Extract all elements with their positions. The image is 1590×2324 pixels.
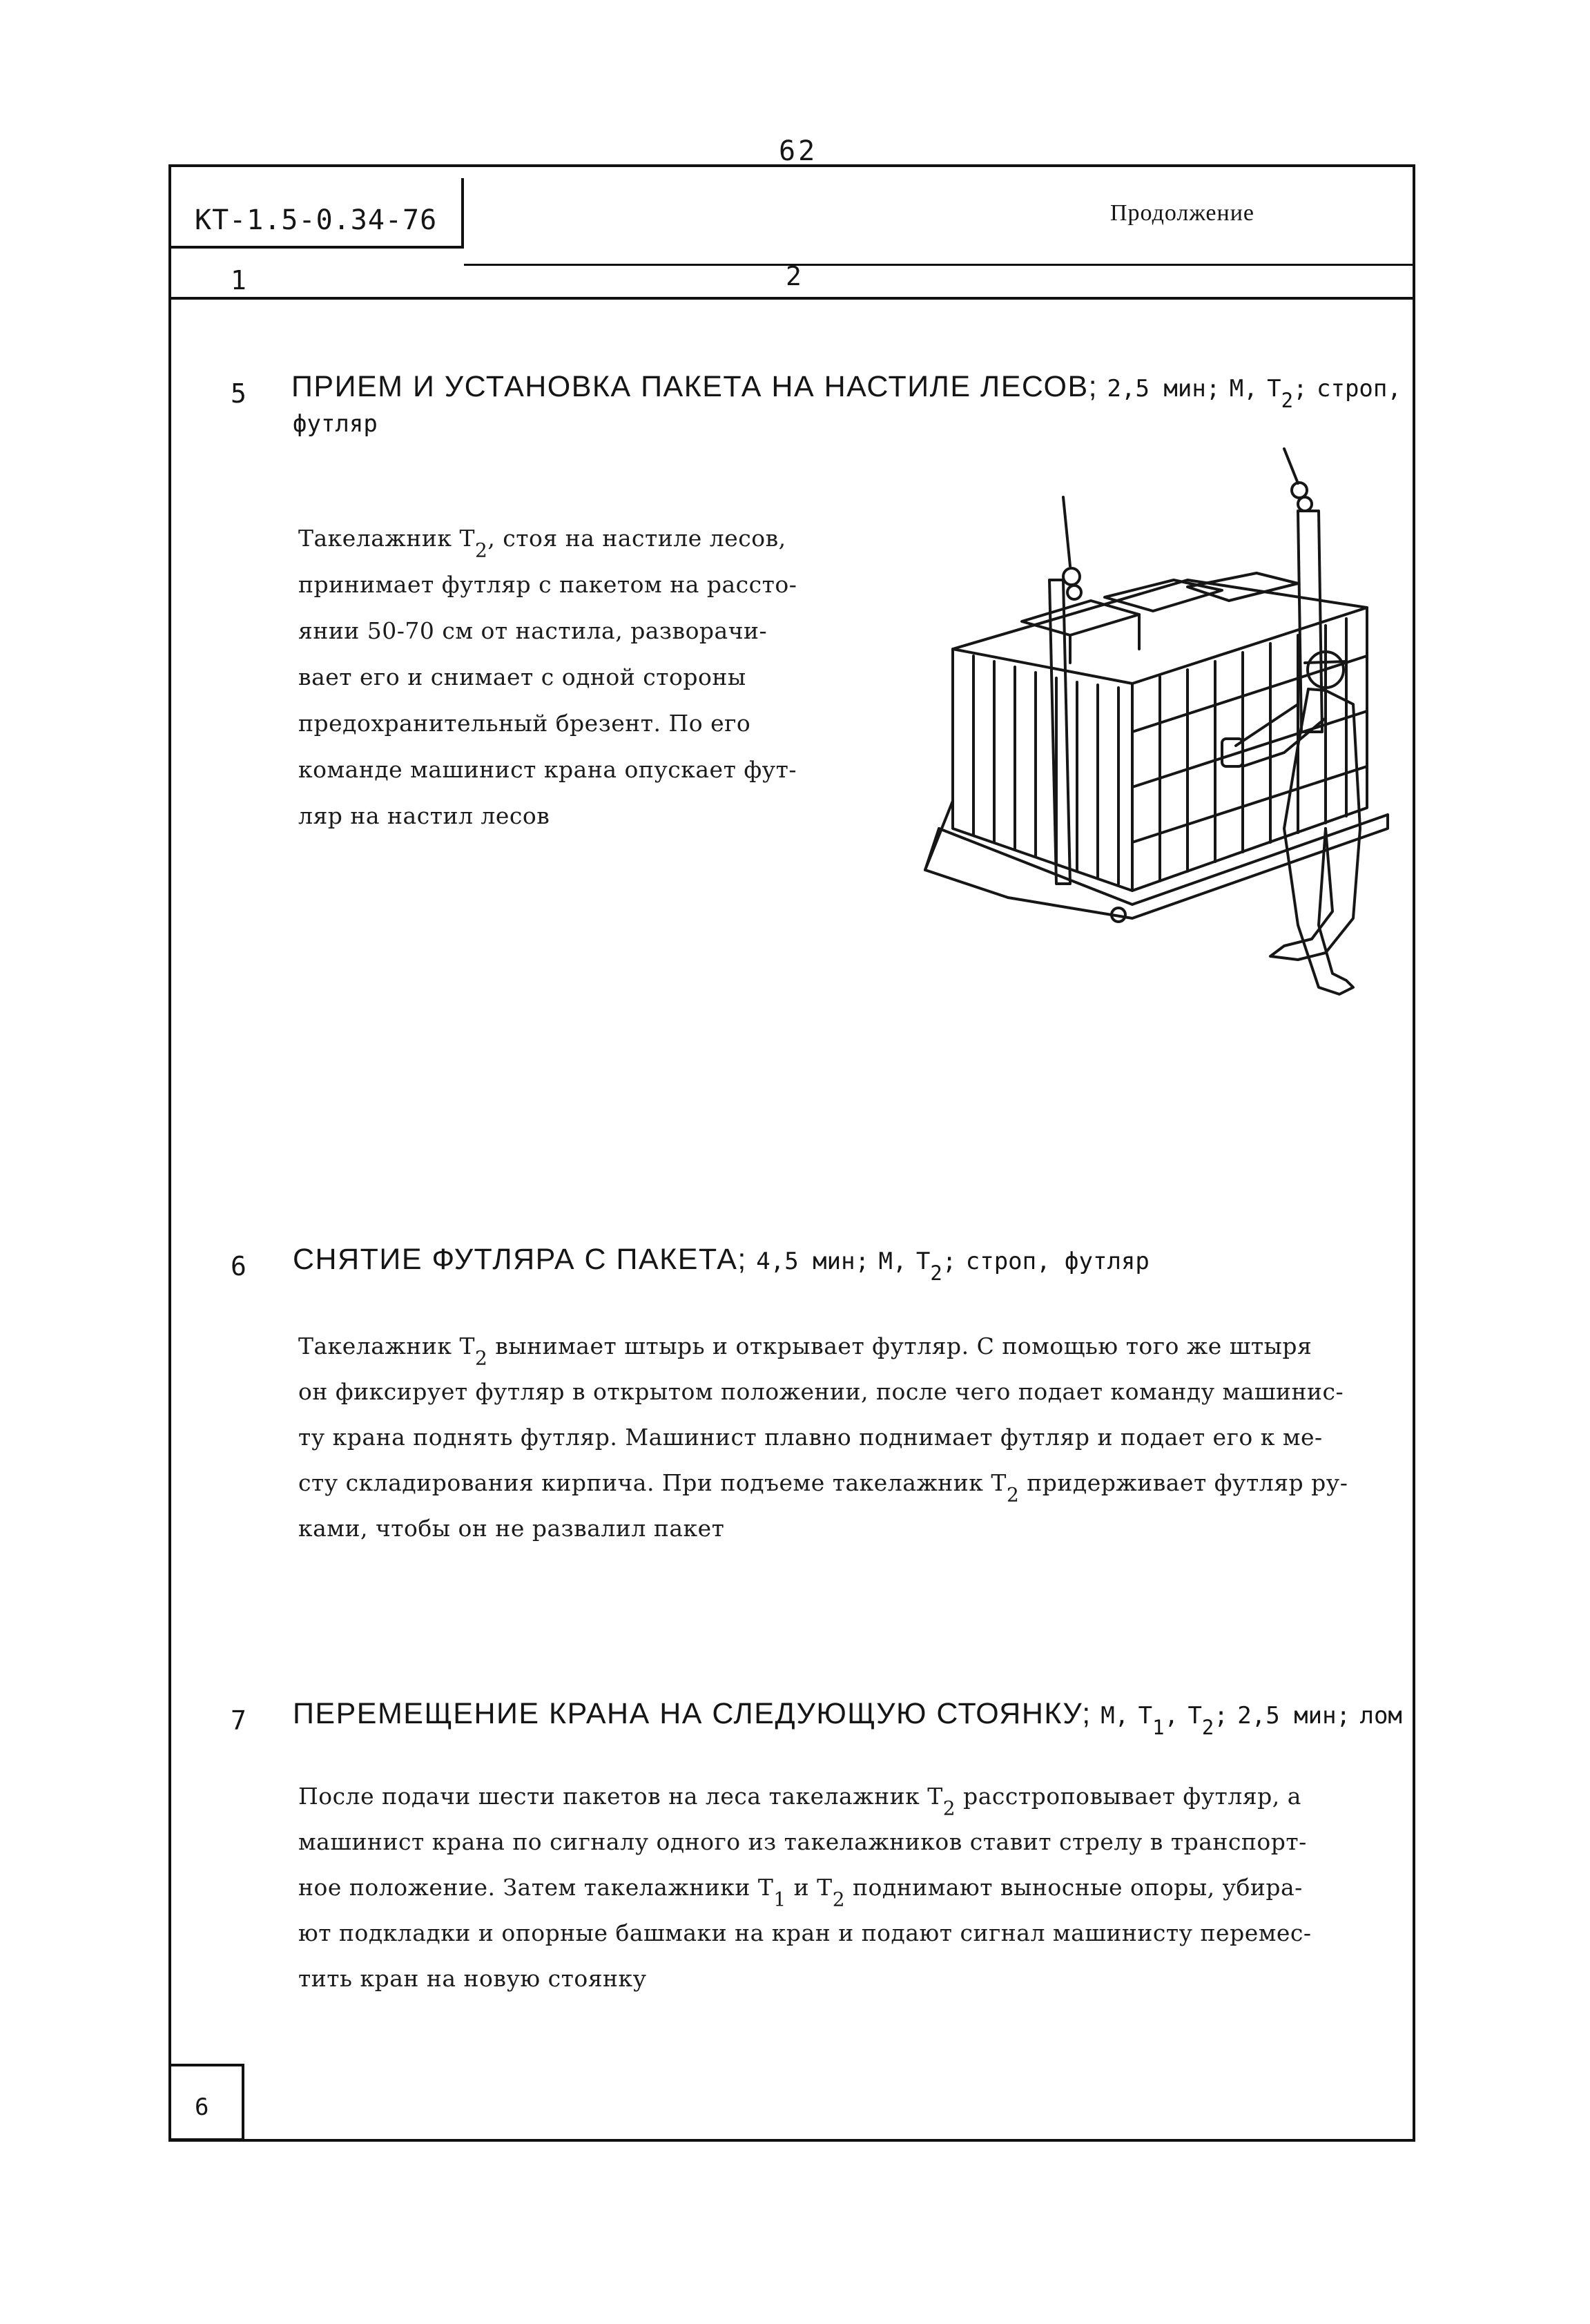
left-border — [168, 164, 171, 2142]
section-6-m: М, — [878, 1248, 907, 1275]
section-6-text — [298, 1333, 1348, 1560]
section-7-m: М, — [1101, 1702, 1130, 1730]
text-line: принимает футляр с пакетом на рассто- — [298, 571, 797, 598]
text-line: Такелажник $Т_2$ вынимает штырь и открывает футляр. С помощью того же штыря — [298, 1333, 1312, 1370]
text-line: ляр на настил лесов — [298, 802, 550, 829]
text-line: янии 50-70 см от настила, разворачи- — [298, 617, 768, 644]
section-7-t2: $Т_2$; — [1187, 1702, 1228, 1739]
section-6-tail: строп, футляр — [965, 1248, 1150, 1275]
section-5-text — [298, 525, 797, 849]
section-7-tail: лом — [1359, 1702, 1402, 1730]
section-7-text — [298, 1783, 1312, 2011]
section-5-title: ПРИЕМ И УСТАНОВКА ПАКЕТА НА НАСТИЛЕ ЛЕСОВ; — [291, 370, 1098, 403]
code-box-right — [461, 178, 464, 249]
bottom-border — [168, 2139, 1415, 2142]
right-border — [1413, 164, 1415, 2142]
section-7-time: 2,5 мин; — [1237, 1702, 1351, 1730]
header-rule-right — [464, 264, 1413, 266]
section-6-heading — [293, 1243, 1150, 1285]
section-5-heading — [291, 370, 1402, 412]
text-line: После подачи шести пакетов на леса такелажник $Т_2$ расстроповывает футляр, а — [298, 1783, 1301, 1820]
text-line: ное положение. Затем такелажники $Т_1$ и $Т_2$ поднимают выносные опоры, убира- — [298, 1874, 1303, 1911]
section-5-tail-2: футляр — [293, 410, 378, 438]
section-7-t1: $Т_1$, — [1138, 1702, 1179, 1739]
text-line: вает его и снимает с одной стороны — [298, 664, 746, 690]
document-code: КТ-1.5-0.34-76 — [195, 204, 438, 236]
continuation-label: Продолжение — [1110, 200, 1255, 226]
section-5-time: 2,5 мин; — [1107, 375, 1221, 403]
text-line: машинист крана по сигналу одного из такелажников ставит стрелу в транспорт- — [298, 1828, 1307, 1855]
section-7-title: ПЕРЕМЕЩЕНИЕ КРАНА НА СЛЕДУЮЩУЮ СТОЯНКУ; — [293, 1697, 1092, 1730]
section-5-tail: строп, — [1317, 375, 1402, 403]
section-7-number: 7 — [231, 1705, 246, 1736]
text-line: тить кран на новую стоянку — [298, 1965, 647, 1992]
text-line: сту складирования кирпича. При подъеме такелажник $Т_2$ придерживает футляр ру- — [298, 1469, 1348, 1507]
column-header-rule — [168, 297, 1415, 300]
text-line: он фиксирует футляр в открытом положении, после чего подает команду машинис- — [298, 1378, 1344, 1405]
section-6-number: 6 — [231, 1251, 246, 1281]
text-line: ками, чтобы он не развалил пакет — [298, 1515, 725, 1542]
section-6-t: $Т_2$; — [915, 1248, 957, 1285]
section-6-time: 4,5 мин; — [756, 1248, 870, 1275]
column-number-2: 2 — [786, 261, 802, 291]
text-line: предохранительный брезент. По его — [298, 710, 751, 737]
page-number: 62 — [779, 135, 818, 167]
text-line: ту крана поднять футляр. Машинист плавно поднимает футляр и подает его к ме- — [298, 1424, 1323, 1451]
section-5-t: $Т_2$; — [1267, 375, 1308, 412]
package-unloading-illustration — [911, 442, 1408, 1049]
section-5-m: М, — [1229, 375, 1258, 403]
text-line: Такелажник $Т_2$, стоя на настиле лесов, — [298, 525, 786, 562]
code-box-bottom — [168, 246, 464, 249]
text-line: ют подкладки и опорные башмаки на кран и подают сигнал машинисту перемес- — [298, 1919, 1312, 1946]
section-5-number: 5 — [231, 378, 246, 409]
section-7-heading — [293, 1697, 1402, 1739]
column-number-1: 1 — [231, 265, 246, 296]
text-line: команде машинист крана опускает фут- — [298, 756, 797, 783]
corner-number: 6 — [195, 2093, 209, 2121]
section-6-title: СНЯТИЕ ФУТЛЯРА С ПАКЕТА; — [293, 1243, 747, 1276]
